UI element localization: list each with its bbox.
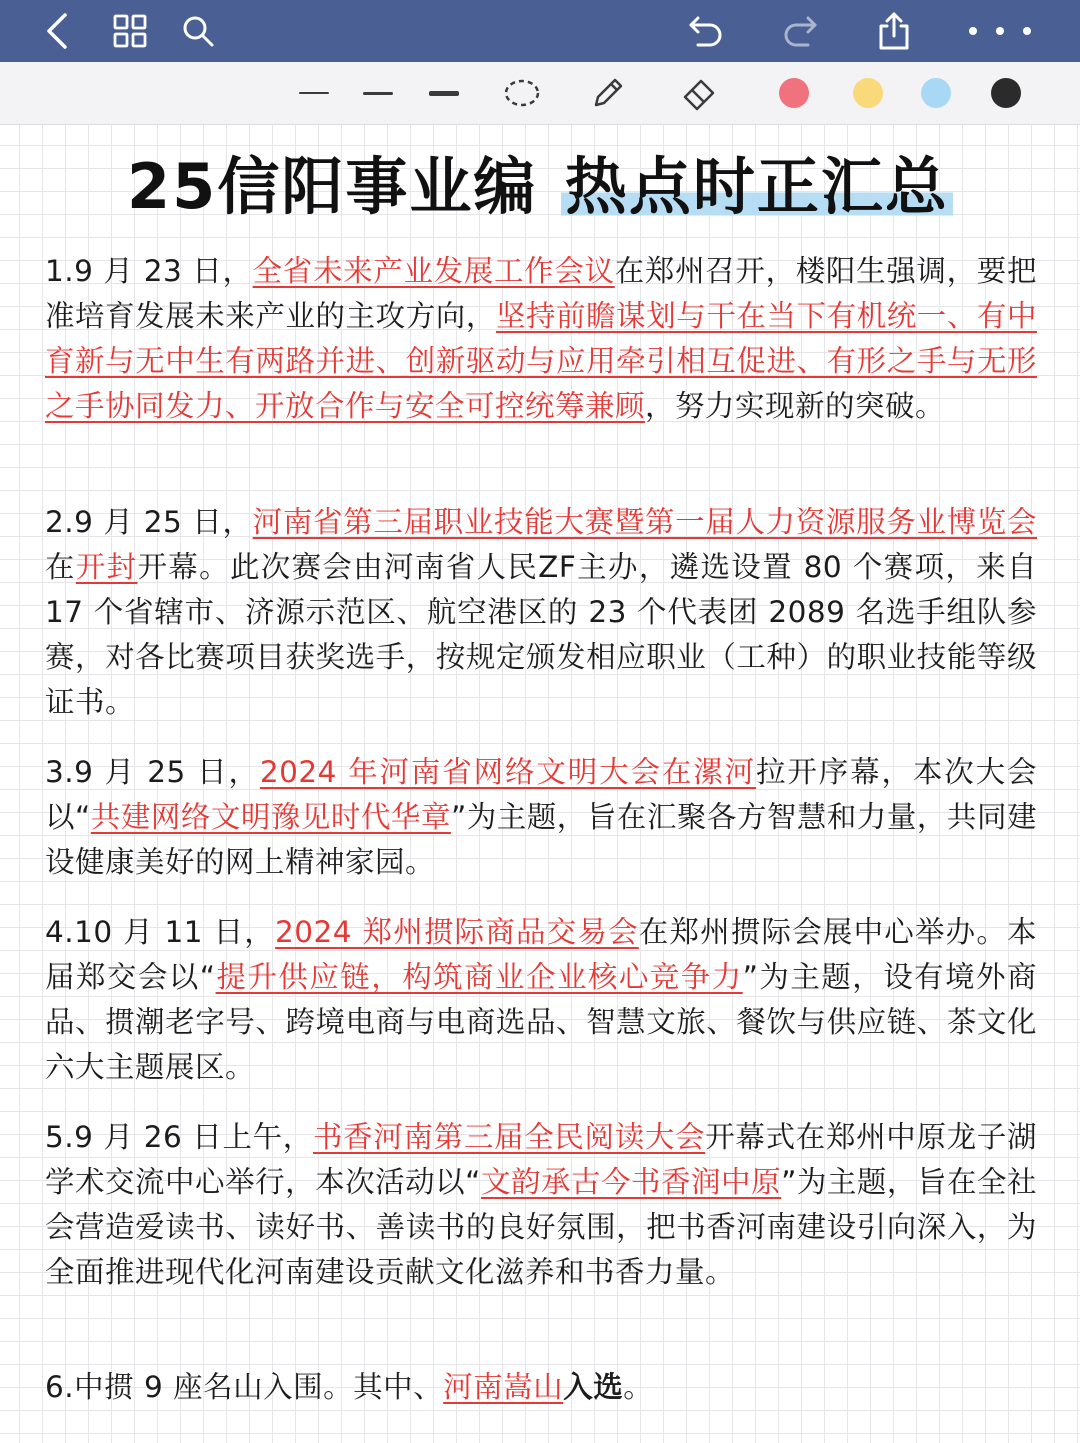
item-text: 。 [623,1370,654,1404]
top-navigation-bar [0,0,1080,62]
item-key-phrase: 书香河南第三届全民阅读大会 [312,1120,706,1154]
thick-stroke-icon [429,91,459,96]
news-item-4 [45,910,1037,1090]
pencil-icon[interactable] [578,70,638,116]
item-text: ”为主题，旨在汇聚各方智慧和力量，共同建设健康美好的网上精神家园。 [45,800,1037,879]
item-key-phrase: 2024 年河南省网络文明大会在漯河 [259,755,756,789]
item-text-bold: 入选 [563,1370,624,1404]
item-text: 开幕式在郑州中原龙子湖学术交流中心举行，本次活动以“ [45,1120,1037,1199]
light-blue-color-swatch-icon [921,78,951,108]
item-key-phrase: 提升供应链，构筑商业企业核心竞争力 [215,960,743,994]
item-text: 1.9 月 23 日， [45,254,253,288]
item-text: ”为主题，旨在全社会营造爱读书、读好书、善读书的良好氛围，把书香河南建设引向深入，为全面推进现代化河南建设贡献文化滋养和书香力量。 [45,1165,1037,1289]
swatch-black[interactable] [976,70,1036,116]
item-key-phrase: 2024 郑州掼际商品交易会 [274,915,639,949]
item-text: ”为主题，设有境外商品、掼潮老字号、跨境电商与电商选品、智慧文旅、餐饮与供应链、茶文化六大主题展区。 [45,960,1037,1084]
search-icon[interactable] [174,8,222,54]
item-text: 拉开序幕，本次大会以“ [45,755,1037,834]
item-key-phrase: 共建网络文明豫见时代华章 [90,800,451,834]
item-key-phrase: 全省未来产业发展工作会议 [252,254,615,288]
item-key-phrase: 开封 [75,550,138,584]
news-item-6 [45,1365,1037,1410]
yellow-color-swatch-icon [853,78,883,108]
redo-icon[interactable] [776,8,824,54]
item-key-phrase: 坚持前瞻谋划与干在当下有机统一、有中育新与无中生有两路并进、创新驱动与应用牵引相互促进、有形之手与无形之手协同发力、开放合作与安全可控统筹兼顾 [45,299,1037,423]
item-text: 2.9 月 25 日， [45,505,253,539]
red-color-swatch-icon [779,78,809,108]
item-text: 4.10 月 11 日， [45,915,275,949]
item-text: 3.9 月 25 日， [45,755,260,789]
item-text: 在 [45,550,76,584]
title-main: 25信阳事业编 [127,150,538,223]
medium-stroke-tool[interactable] [348,70,408,116]
item-text: 在郑州掼际会展中心举办。本届郑交会以“ [45,915,1037,994]
news-item-2 [45,500,1037,725]
item-key-phrase: 河南嵩山 [443,1370,564,1404]
back-icon[interactable] [34,8,82,54]
swatch-light-blue[interactable] [906,70,966,116]
news-item-1 [45,249,1037,429]
item-key-phrase: 河南省第三届职业技能大赛暨第一届人力资源服务业博览会 [252,505,1037,539]
item-text: 在郑州召开，楼阳生强调，要把准培育发展未来产业的主攻方向， [45,254,1037,333]
drawing-toolbar [0,62,1080,125]
grid-icon[interactable] [106,8,154,54]
eraser-icon[interactable] [670,70,730,116]
black-color-swatch-icon [991,78,1021,108]
medium-stroke-icon [363,92,393,95]
item-key-phrase: 文韵承古今书香润中原 [480,1165,782,1199]
more-icon[interactable] [960,8,1040,54]
swatch-yellow[interactable] [838,70,898,116]
lasso-icon[interactable] [492,70,552,116]
news-item-5 [45,1115,1037,1295]
thick-stroke-tool[interactable] [414,70,474,116]
share-icon[interactable] [870,8,918,54]
swatch-red[interactable] [764,70,824,116]
item-text: 开幕。此次赛会由河南省人民ZF主办，遴选设置 80 个赛项，来自 17 个省辖市、济源示范区、航空港区的 23 个代表团 2089 名选手组队参赛，对各比赛项目获奖选手，按规定颁发相应职业（工种）的职业技能等级证书。 [45,550,1037,719]
news-item-3 [45,750,1037,885]
item-text: 6.中掼 9 座名山入围。其中、 [45,1370,444,1404]
thin-stroke-tool[interactable] [284,70,344,116]
thin-stroke-icon [299,92,329,94]
title-highlight: 热点时正汇总 [561,150,953,223]
item-text: ，努力实现新的突破。 [645,389,946,423]
page-title [0,140,1080,234]
item-text: 5.9 月 26 日上午， [45,1120,313,1154]
undo-icon[interactable] [682,8,730,54]
